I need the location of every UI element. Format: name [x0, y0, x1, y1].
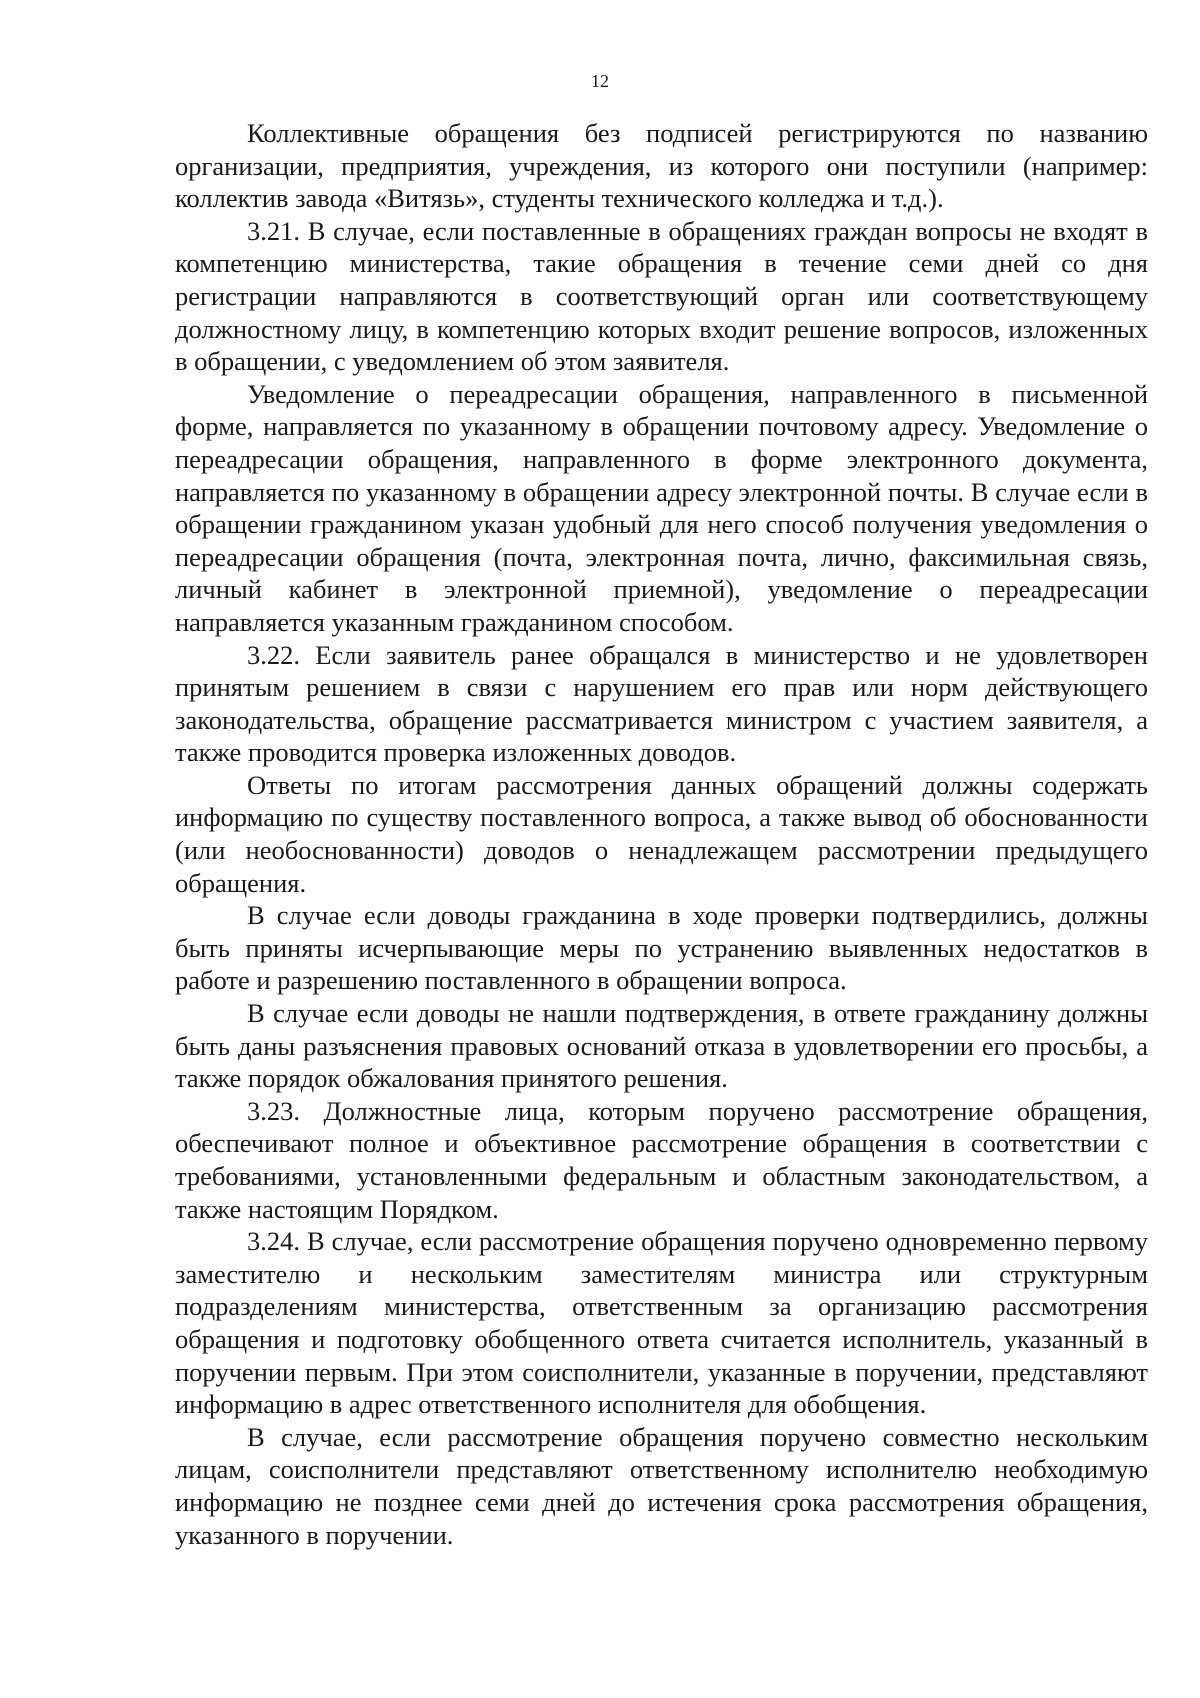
paragraph-joint-review: В случае, если рассмотрение обращения поручено совместно нескольким лицам, соисполнители представляют ответственному исполнителю необходимую информацию не позднее семи дней до истечения срока рассмотрения обращения, указанного в поручении.	[175, 1421, 1148, 1550]
page-number: 12	[591, 71, 609, 91]
paragraph-redirect-notification: Уведомление о переадресации обращения, направленного в письменной форме, направляется по указанному в обращении почтовому адресу. Уведомление о переадресации обращения, направленного в форме электронного документа, направляется по указанному в обращении адресу электронной почты. В случае если в обращении гражданином указан удобный для него способ получения уведомления о переадресации обращения (почта, электронная почта, лично, факсимильная связь, личный кабинет в электронной приемной), уведомление о переадресации направляется указанным гражданином способом.	[175, 378, 1148, 637]
paragraph-response-content: Ответы по итогам рассмотрения данных обращений должны содержать информацию по существу поставленного вопроса, а также вывод об обоснованности (или необоснованности) доводов о ненадлежащем рассмотрении предыдущего обращения.	[175, 769, 1148, 898]
document-body	[175, 117, 1148, 1551]
paragraph-3-24: 3.24. В случае, если рассмотрение обращения поручено одновременно первому заместителю и нескольким заместителям министра или структурным подразделениям министерства, ответственным за организацию рассмотрения обращения и подготовку обобщенного ответа считается исполнитель, указанный в поручении первым. При этом соисполнители, указанные в поручении, представляют информацию в адрес ответственного исполнителя для обобщения.	[175, 1226, 1148, 1420]
paragraph-unconfirmed-arguments: В случае если доводы не нашли подтверждения, в ответе гражданину должны быть даны разъяснения правовых оснований отказа в удовлетворении его просьбы, а также порядок обжалования принятого решения.	[175, 998, 1148, 1094]
paragraph-collective-appeals: Коллективные обращения без подписей регистрируются по названию организации, предприятия, учреждения, из которого они поступили (например: коллектив завода «Витязь», студенты технического колледжа и т.д.).	[175, 118, 1148, 214]
paragraph-3-21: 3.21. В случае, если поставленные в обращениях граждан вопросы не входят в компетенцию министерства, такие обращения в течение семи дней со дня регистрации направляются в соответствующий орган или соответствующему должностному лицу, в компетенцию которых входит решение вопросов, изложенных в обращении, с уведомлением об этом заявителя.	[175, 215, 1148, 377]
paragraph-confirmed-arguments: В случае если доводы гражданина в ходе проверки подтвердились, должны быть приняты исчерпывающие меры по устранению выявленных недостатков в работе и разрешению поставленного в обращении вопроса.	[175, 900, 1148, 996]
paragraph-3-23: 3.23. Должностные лица, которым поручено рассмотрение обращения, обеспечивают полное и объективное рассмотрение обращения в соответствии с требованиями, установленными федеральным и областным законодательством, а также настоящим Порядком.	[175, 1095, 1148, 1224]
paragraph-3-22: 3.22. Если заявитель ранее обращался в министерство и не удовлетворен принятым решением в связи с нарушением его прав или норм действующего законодательства, обращение рассматривается министром с участием заявителя, а также проводится проверка изложенных доводов.	[175, 639, 1148, 768]
